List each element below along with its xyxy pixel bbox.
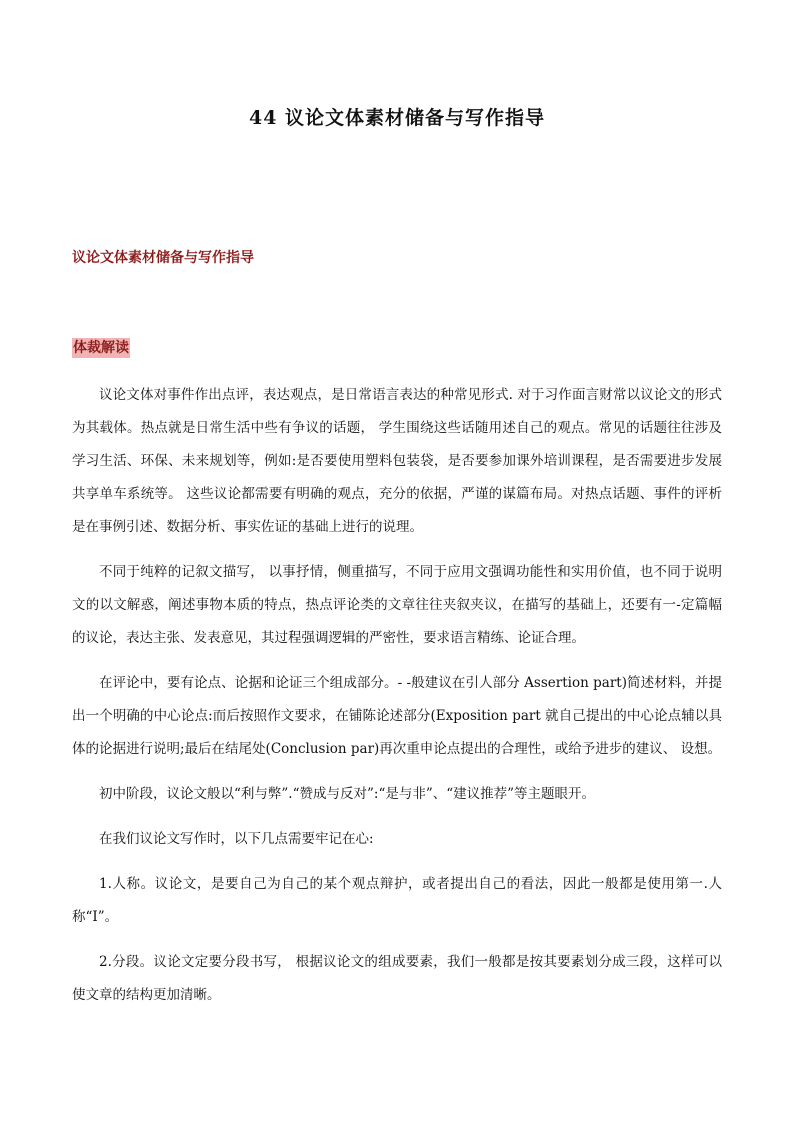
page-title: 44 议论文体素材储备与写作指导 — [248, 107, 546, 129]
section-heading: 议论文体素材储备与写作指导 — [72, 250, 254, 266]
paragraph-comparison: 不同于纯粹的记叙文描写， 以事抒情，侧重描写，不同于应用文强调功能性和实用价值，也不同于说明文的以文解惑，阐述事物本质的特点，热点评论类的文章往往夹叙夹议，在描写的基础上，还要有一-定篇幅的议论，表达主张、发表意见，其过程强调逻辑的严密性，要求语言精练、论证合理。 — [72, 564, 722, 646]
body-content — [72, 379, 722, 1024]
paragraph-themes: 初中阶段，议论文般以“利与弊”.“赞成与反对”:“是与非”、“建议推荐”等主题眼开。 — [99, 786, 596, 802]
genre-badge: 体裁解读 — [73, 340, 129, 356]
paragraph-intro: 议论文体对事件作出点评，表达观点，是日常语言表达的种常见形式. 对于习作面言财常以议论文的形式为其载体。热点就是日常生活中些有争议的话题， 学生围绕这些话随用述自己的观点。常见的话题往往涉及学习生活、环保、未来规划等，例如:是否要使用塑料包装袋，是否要参加课外培训课程，是否需要进步发展共享单车系统等。 这些议论都需要有明确的观点，充分的依据，严谨的谋篇布局。对热点话题、事件的评析是在事例引述、数据分析、事实佐证的基础上进行的说理。 — [72, 387, 722, 535]
paragraph-tip-sections: 2.分段。议论文定要分段书写， 根据议论文的组成要素，我们一般都是按其要素划分成三段，这样可以使文章的结构更加清晰。 — [72, 954, 722, 1003]
paragraph-structure: 在评论中，要有论点、论据和论证三个组成部分。- -般建议在引人部分 Assertion part)简述材料，并提出一个明确的中心论点:而后按照作文要求，在铺陈论述部分(Exposition part 就自己提出的中心论点辅以具体的论据进行说明;最后在结尾处(Conclusion par)再次重申论点提出的合理性，或给予进步的建议、 设想。 — [72, 675, 722, 757]
paragraph-tip-person: 1.人称。议论文，是要自己为自己的某个观点辩护，或者提出自己的看法，因此一般都是使用第一.人称“I”。 — [72, 876, 722, 925]
paragraph-tips-intro: 在我们议论文写作时，以下几点需要牢记在心: — [99, 831, 374, 847]
